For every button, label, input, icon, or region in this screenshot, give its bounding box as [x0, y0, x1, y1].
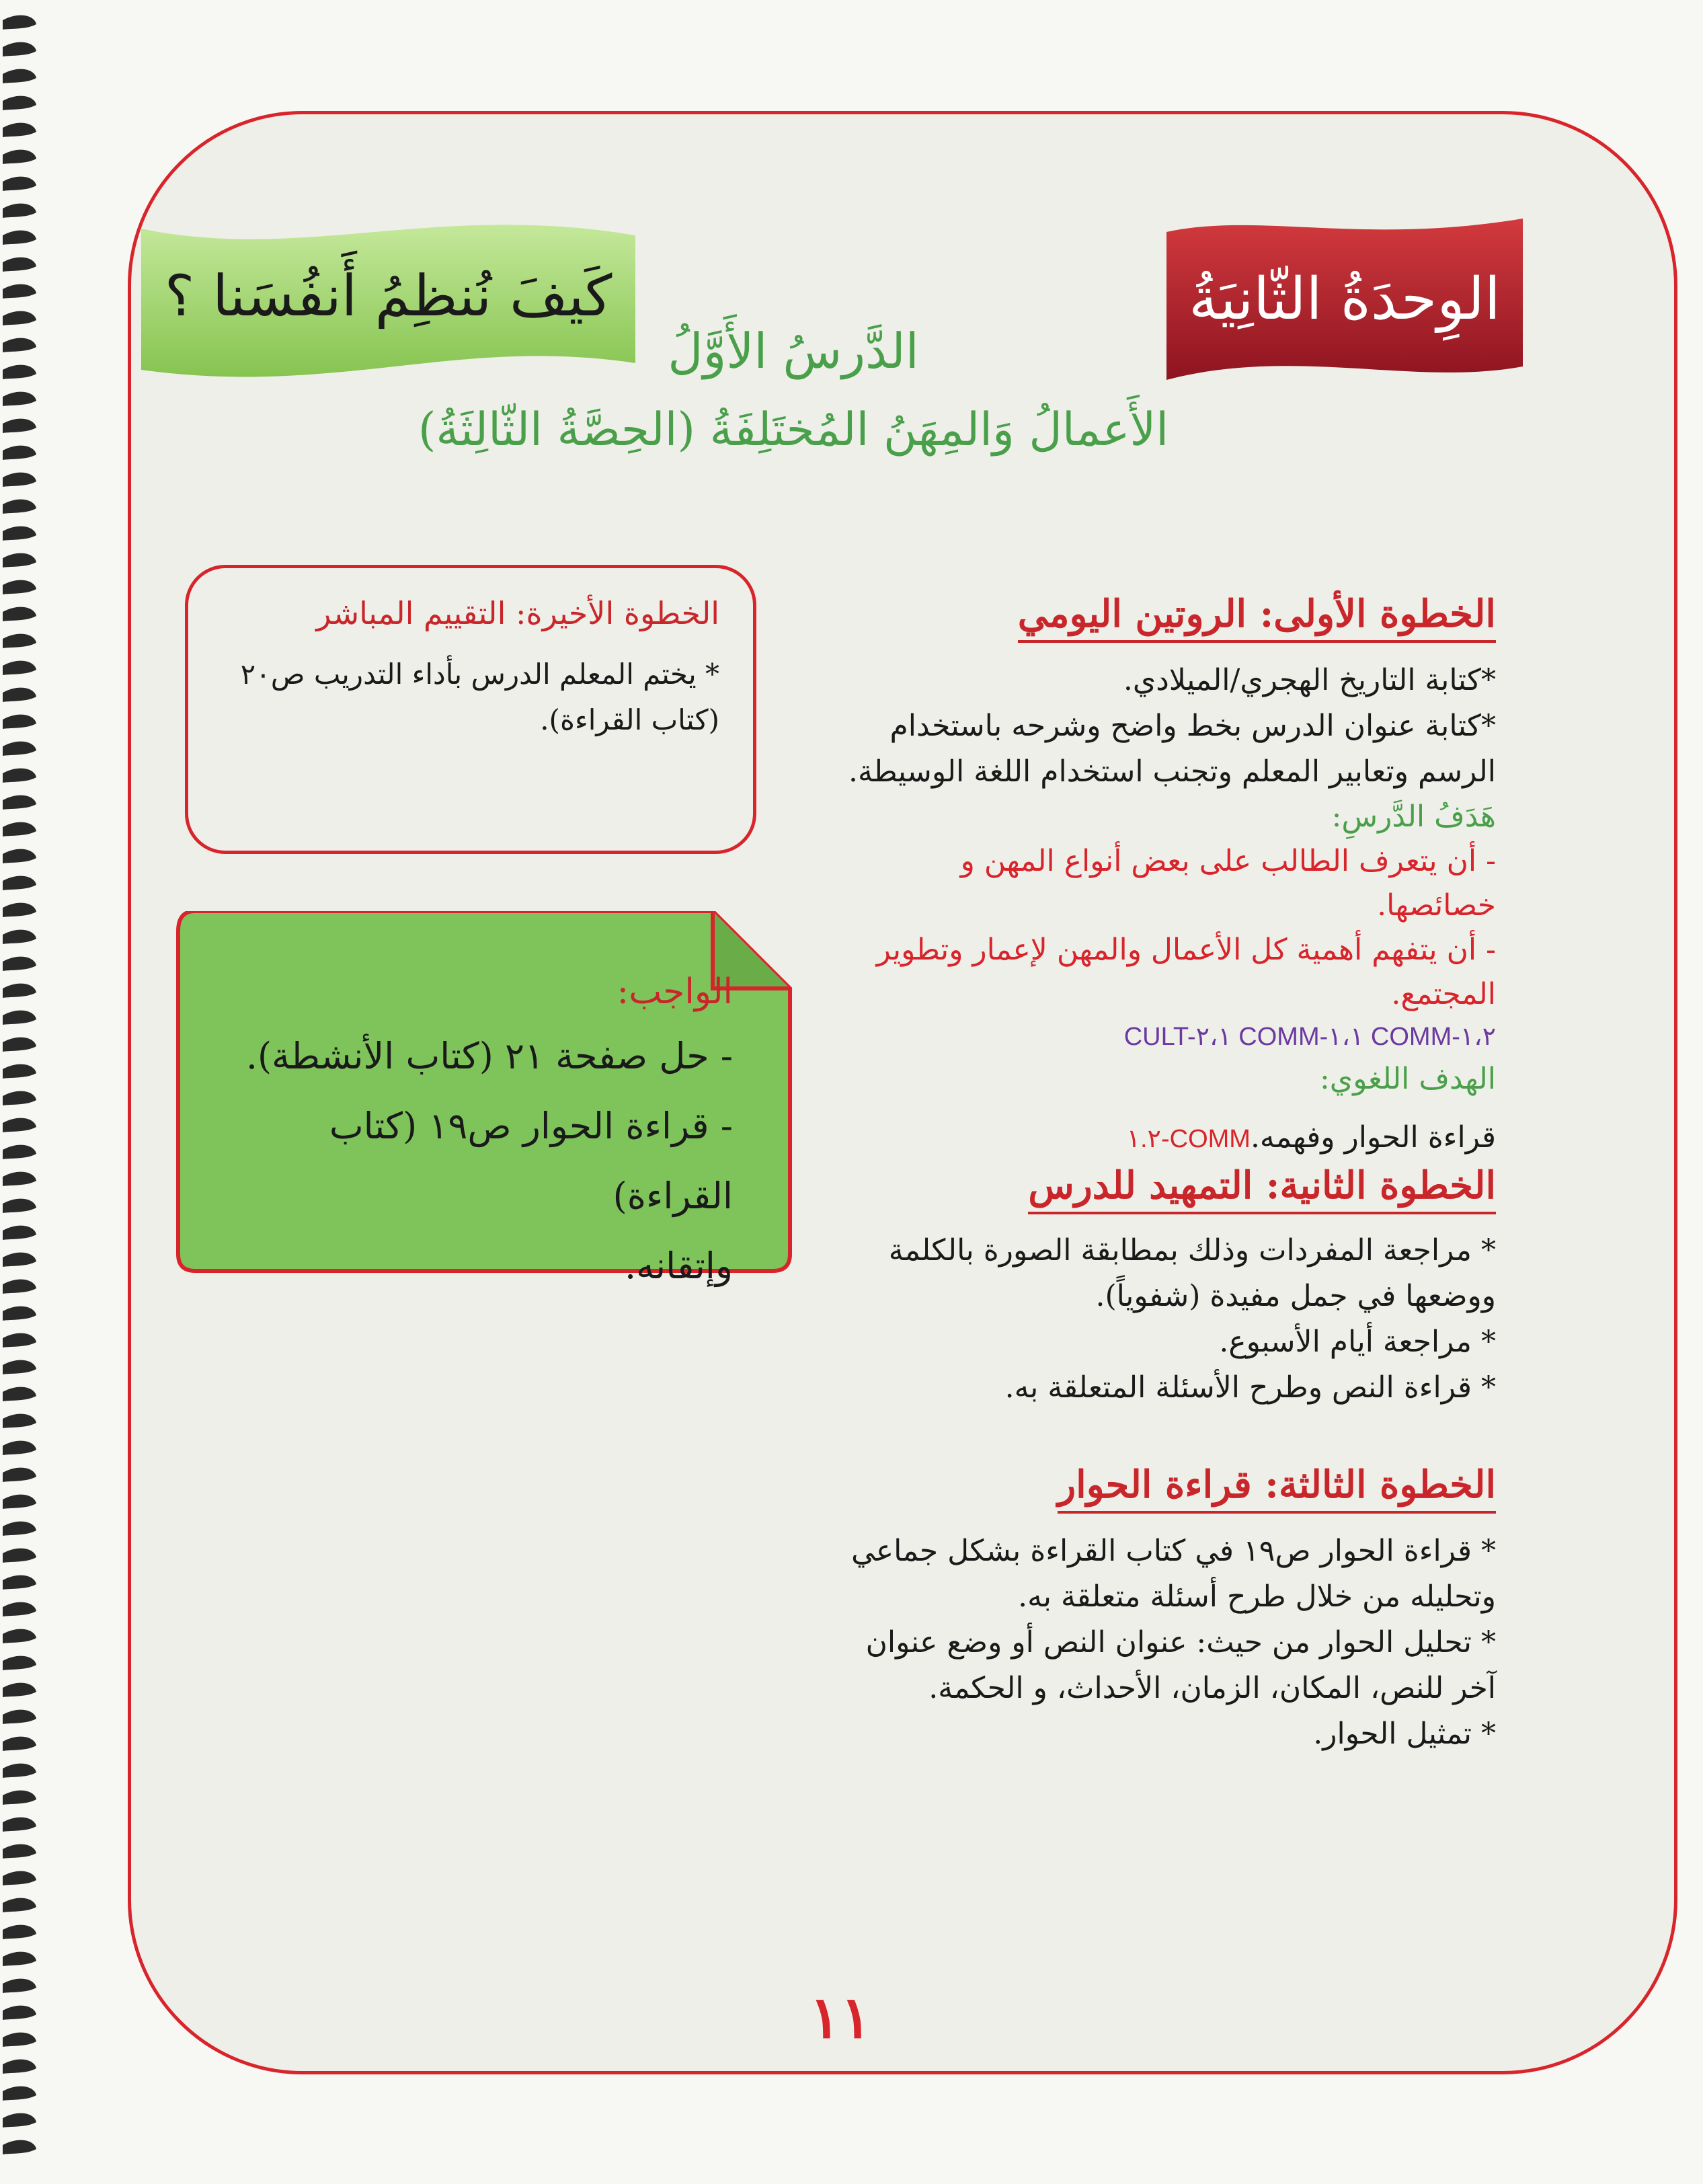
- spiral-ring: [3, 2086, 36, 2101]
- step3-heading: الخطوة الثالثة: قراءة الحوار: [1058, 1462, 1496, 1514]
- step1-section: [847, 592, 1496, 1162]
- theme-banner-text: كَيفَ نُنظِمُ أَنفُسَنا ؟: [164, 263, 612, 329]
- spiral-ring: [3, 1710, 36, 1724]
- spiral-ring: [3, 69, 36, 83]
- final-step-line: * يختم المعلم الدرس بأداء التدريب ص٢٠: [240, 658, 719, 691]
- step3-line: * تحليل الحوار من حيث: عنوان النص أو وضع عنوان: [865, 1625, 1496, 1660]
- spiral-ring: [3, 1414, 36, 1428]
- spiral-ring: [3, 742, 36, 756]
- spiral-ring: [3, 2140, 36, 2154]
- step3-section: [847, 1462, 1496, 1757]
- spiral-ring: [3, 1952, 36, 1966]
- spiral-ring: [3, 930, 36, 944]
- spiral-ring: [3, 231, 36, 245]
- spiral-ring: [3, 1656, 36, 1670]
- spiral-ring: [3, 1925, 36, 1939]
- spiral-ring: [3, 661, 36, 675]
- spiral-ring: [3, 1818, 36, 1832]
- spiral-ring: [3, 1764, 36, 1778]
- spiral-ring: [3, 1280, 36, 1294]
- spiral-ring: [3, 688, 36, 702]
- spiral-ring: [3, 123, 36, 137]
- spiral-ring: [3, 1791, 36, 1805]
- spiral-ring: [3, 1979, 36, 1993]
- language-goal-code: COMM-١.٢: [1126, 1125, 1251, 1153]
- spiral-ring: [3, 2006, 36, 2020]
- spiral-ring: [3, 634, 36, 648]
- spiral-ring: [3, 553, 36, 568]
- spiral-ring: [3, 1118, 36, 1132]
- spiral-ring: [3, 1172, 36, 1186]
- spiral-ring: [3, 1468, 36, 1482]
- spiral-ring: [3, 1091, 36, 1105]
- spiral-ring: [3, 1629, 36, 1643]
- spiral-ring: [3, 2113, 36, 2128]
- spiral-ring: [3, 311, 36, 325]
- step2-section: [847, 1163, 1496, 1411]
- spiral-ring: [3, 1898, 36, 1912]
- spiral-ring: [3, 392, 36, 406]
- spiral-ring: [3, 1360, 36, 1374]
- spiral-ring: [3, 822, 36, 836]
- spiral-ring: [3, 1737, 36, 1751]
- homework-line: - قراءة الحوار ص١٩ (كتاب القراءة): [329, 1105, 733, 1217]
- step2-line: * مراجعة المفردات وذلك بمطابقة الصورة بالكلمة: [888, 1233, 1496, 1268]
- lesson-subtitle: الأَعمالُ وَالمِهَنُ المُختَلِفَةُ (الحِصَّةُ الثّالِثَةُ): [418, 403, 1169, 457]
- step2-line: * قراءة النص وطرح الأسئلة المتعلقة به.: [1004, 1370, 1496, 1405]
- spiral-binding: [0, 0, 47, 2184]
- spiral-ring: [3, 849, 36, 863]
- spiral-ring: [3, 1575, 36, 1590]
- step1-line: الرسم وتعابير المعلم وتجنب استخدام اللغة الوسيطة.: [848, 754, 1496, 789]
- spiral-ring: [3, 903, 36, 917]
- spiral-ring: [3, 607, 36, 621]
- spiral-ring: [3, 715, 36, 729]
- language-goal-label: الهدف اللغوي:: [1319, 1062, 1496, 1096]
- spiral-ring: [3, 876, 36, 890]
- final-step-box: [185, 565, 756, 854]
- step3-line: * قراءة الحوار ص١٩ في كتاب القراءة بشكل جماعي: [851, 1534, 1496, 1568]
- spiral-ring: [3, 96, 36, 110]
- spiral-ring: [3, 1844, 36, 1859]
- step2-line: * مراجعة أيام الأسبوع.: [1219, 1325, 1496, 1359]
- step3-line: * تمثيل الحوار.: [1313, 1717, 1496, 1751]
- spiral-ring: [3, 526, 36, 541]
- spiral-ring: [3, 957, 36, 971]
- spiral-ring: [3, 177, 36, 191]
- spiral-ring: [3, 984, 36, 998]
- unit-banner-text: الوِحدَةُ الثّانِيَةُ: [1189, 266, 1501, 333]
- spiral-ring: [3, 769, 36, 783]
- step3-line: آخر للنص، المكان، الزمان، الأحداث، و الحكمة.: [928, 1671, 1496, 1705]
- step2-heading: الخطوة الثانية: التمهيد للدرس: [1028, 1163, 1496, 1214]
- goal-item: - أن يتفهم أهمية كل الأعمال والمهن لإعمار وتطوير المجتمع.: [876, 933, 1496, 1011]
- spiral-ring: [3, 1522, 36, 1536]
- goal-item: - أن يتعرف الطالب على بعض أنواع المهن و خصائصها.: [960, 844, 1496, 923]
- language-goal: [847, 1115, 1496, 1162]
- spiral-ring: [3, 795, 36, 810]
- page-number: ١١: [809, 1984, 872, 2052]
- final-step-line: (كتاب القراءة).: [540, 703, 719, 736]
- step3-line: وتحليله من خلال طرح أسئلة متعلقة به.: [1018, 1580, 1496, 1614]
- spiral-ring: [3, 284, 36, 299]
- spiral-ring: [3, 1226, 36, 1240]
- spiral-ring: [3, 1011, 36, 1025]
- goal-label: هَدَفُ الدَّرسِ:: [1331, 800, 1496, 834]
- spiral-ring: [3, 258, 36, 272]
- spiral-ring: [3, 1064, 36, 1079]
- unit-banner: [1160, 212, 1530, 387]
- spiral-ring: [3, 1145, 36, 1159]
- step1-line: *كتابة عنوان الدرس بخط واضح وشرحه باستخدام: [889, 709, 1496, 743]
- curriculum-codes: CULT-٢،١ COMM-١،١ COMM-١،٢: [1123, 1023, 1496, 1051]
- step1-heading: الخطوة الأولى: الروتين اليومي: [1018, 592, 1496, 643]
- spiral-ring: [3, 1441, 36, 1455]
- lesson-title: الدَّرسُ الأَوَّلُ: [668, 323, 919, 379]
- spiral-ring: [3, 1683, 36, 1697]
- spiral-ring: [3, 1871, 36, 1885]
- spiral-ring: [3, 1387, 36, 1401]
- spiral-ring: [3, 1038, 36, 1052]
- spiral-ring: [3, 2033, 36, 2047]
- spiral-ring: [3, 419, 36, 433]
- homework-box: [175, 911, 793, 1287]
- spiral-ring: [3, 1333, 36, 1348]
- spiral-ring: [3, 1495, 36, 1509]
- spiral-ring: [3, 150, 36, 164]
- homework-line: وإتقانه.: [624, 1245, 733, 1287]
- spiral-ring: [3, 473, 36, 487]
- spiral-ring: [3, 1199, 36, 1213]
- step1-line: *كتابة التاريخ الهجري/الميلادي.: [1123, 663, 1496, 697]
- spiral-ring: [3, 1253, 36, 1267]
- final-step-title: الخطوة الأخيرة: التقييم المباشر: [316, 595, 719, 631]
- spiral-ring: [3, 338, 36, 352]
- spiral-ring: [3, 1549, 36, 1563]
- spiral-ring: [3, 500, 36, 514]
- spiral-ring: [3, 204, 36, 218]
- spiral-ring: [3, 2060, 36, 2074]
- spiral-ring: [3, 580, 36, 594]
- homework-title: الواجب:: [617, 972, 733, 1012]
- spiral-ring: [3, 42, 36, 56]
- language-goal-text: قراءة الحوار وفهمه.: [1250, 1120, 1496, 1155]
- spiral-ring: [3, 1306, 36, 1321]
- spiral-ring: [3, 365, 36, 379]
- homework-line: - حل صفحة ٢١ (كتاب الأنشطة).: [245, 1035, 733, 1077]
- spiral-ring: [3, 446, 36, 460]
- spiral-ring: [3, 15, 36, 30]
- step2-line: ووضعها في جمل مفيدة (شفوياً).: [1095, 1279, 1496, 1313]
- spiral-ring: [3, 1602, 36, 1616]
